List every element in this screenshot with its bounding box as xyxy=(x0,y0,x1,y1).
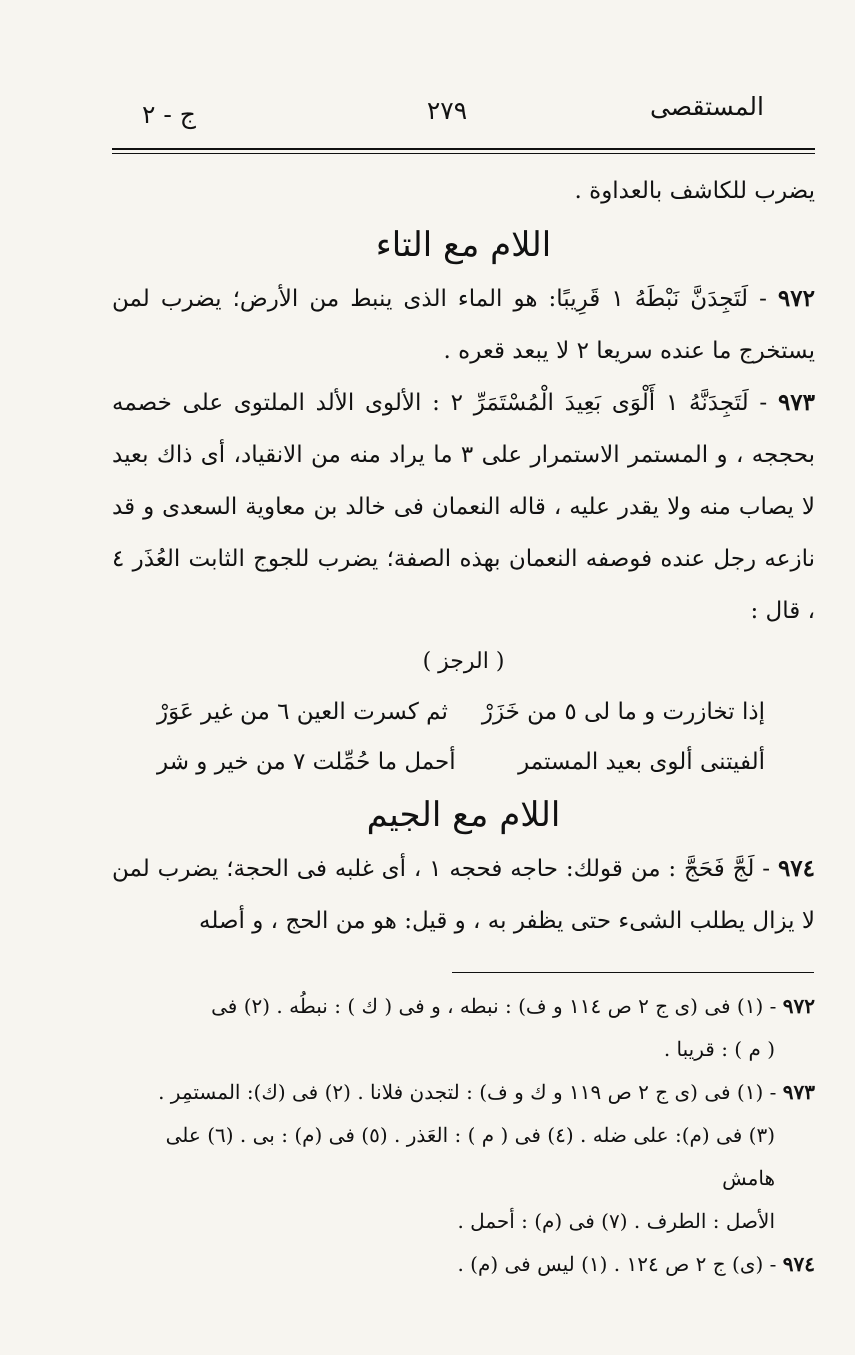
verse-hemistich: ألفيتنى ألوى بعيد المستمر xyxy=(518,749,765,775)
page-header xyxy=(112,92,764,134)
verse-hemistich: ثم كسرت العين ٦ من غير عَوَرْ xyxy=(157,699,448,725)
intro-line: يضرب للكاشف بالعداوة . xyxy=(574,178,815,204)
entry-number: ٩٧٣ xyxy=(777,389,815,416)
footnote-973-cont-2: الأصل : الطرف . (٧) فى (م) : أحمل . xyxy=(457,1209,775,1233)
footnote-number: ٩٧٣ xyxy=(782,1080,815,1104)
entry-text: - لَتَجِدَنَّ نَبْطَهُ ١ قَرِيبًا: هو الماء الذى ينبط من الأرض؛ يضرب لمن يستخرج ما عنده سريعا ٢ لا يبعد قعره . xyxy=(112,286,815,364)
footnote-text: - (١) فى (ى ج ٢ ص ١١٤ و ف) : نبطه ، و فى ( ك ) : نبطُه . (٢) فى xyxy=(211,994,783,1018)
header-rule-thick xyxy=(112,148,815,150)
entry-974 xyxy=(112,843,815,947)
section-heading-ta: اللام مع التاء xyxy=(375,225,552,265)
footnote-972 xyxy=(112,985,815,1028)
entry-number: ٩٧٤ xyxy=(777,855,815,882)
footnote-number: ٩٧٢ xyxy=(782,994,815,1018)
meter-label: ( الرجز ) xyxy=(422,649,505,674)
footnotes xyxy=(112,985,815,1286)
footnote-text: - (ى) ج ٢ ص ١٢٤ . (١) ليس فى (م) . xyxy=(457,1252,783,1276)
page-number: ٢٧٩ xyxy=(426,96,468,125)
entry-number: ٩٧٢ xyxy=(777,285,815,312)
verse-hemistich: أحمل ما حُمِّلت ٧ من خير و شر xyxy=(157,749,456,775)
entry-text: - لَتَجِدَنَّهُ ١ أَلْوَى بَعِيدَ الْمُسْتَمَرِّ ٢ : الألوى الألد الملتوى على خصمه بحججه ، و المستمر الاستمرار على ٣ ما يراد منه من الانقياد، أى ذاك بعيد لا يصاب منه ولا يقدر عليه ، قاله النعمان فى خالد بن معاوية السعدى و قد نازعه رجل عنده فوصفه النعمان بهذه الصفة؛ يضرب للجوج الثابت العُذَر ٤ ، قال : xyxy=(112,390,816,624)
verse-line-2 xyxy=(112,737,815,787)
footnote-972-cont: ( م ) : قريبا . xyxy=(663,1037,775,1061)
footnote-973 xyxy=(112,1071,815,1114)
footnote-number: ٩٧٤ xyxy=(782,1252,815,1276)
footnote-rule xyxy=(452,972,814,973)
footnote-text: - (١) فى (ى ج ٢ ص ١١٩ و ك و ف) : لتجدن فلانا . (٢) فى (ك): المستمِر . xyxy=(158,1080,783,1104)
main-text xyxy=(112,165,815,947)
section-heading-jim: اللام مع الجيم xyxy=(366,795,561,835)
entry-972 xyxy=(112,273,815,377)
entry-973 xyxy=(112,377,815,637)
header-rule-thin xyxy=(112,153,815,154)
entry-text: - لَجَّ فَحَجَّ : من قولك: حاجه فحجه ١ ، أى غلبه فى الحجة؛ يضرب لمن لا يزال يطلب الشىء حتى يظفر به ، و قيل: هو من الحج ، و أصله xyxy=(112,856,815,934)
verse-hemistich: إذا تخازرت و ما لى ٥ من خَزَرْ xyxy=(481,699,765,725)
footnote-973-cont: (٣) فى (م): على ضله . (٤) فى ( م ) : العَذر . (٥) فى (م) : بى . (٦) على هامش xyxy=(165,1123,775,1190)
footnote-974 xyxy=(112,1243,815,1286)
volume-label: ج - ٢ xyxy=(142,100,196,129)
verse-line-1 xyxy=(112,687,815,737)
book-title: المستقصى xyxy=(649,92,764,121)
